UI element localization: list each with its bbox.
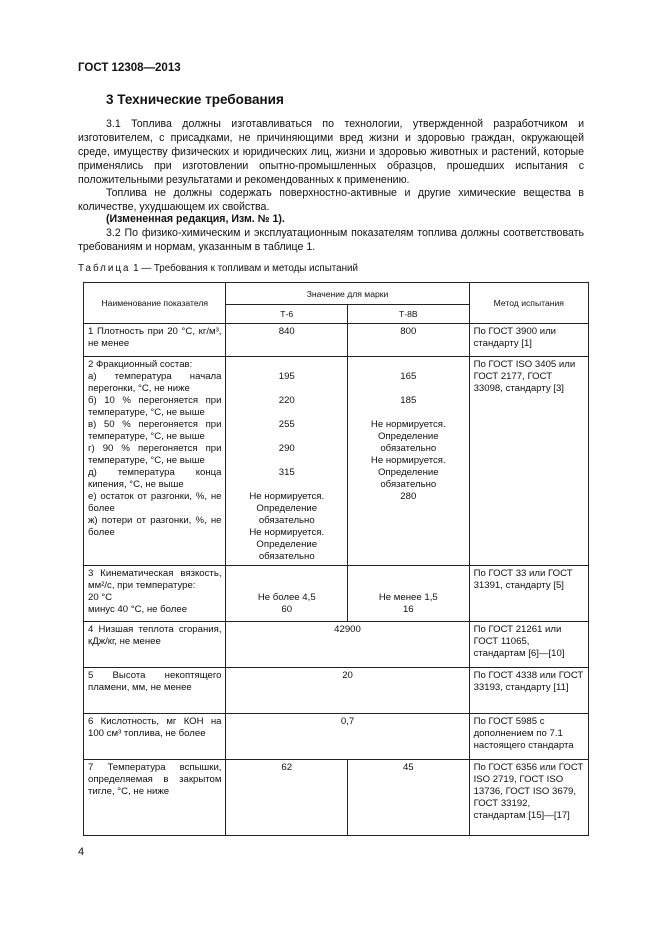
row5-value: 20 xyxy=(226,668,469,714)
paragraph-fuel-additives: Топлива не должны содержать поверхностно-активные и другие химические вещества в количестве, ухудшающем их свойства. xyxy=(78,187,584,213)
header-t6: Т-6 xyxy=(226,305,348,324)
row2-method: По ГОСТ ISO 3405 или ГОСТ 2177, ГОСТ 33098, стандарту [3] xyxy=(469,357,588,566)
requirements-table xyxy=(83,282,589,836)
row2-t8v: 165 185 Не нормируется. Определение обязательно Не нормируется. Определение обязательно 280 xyxy=(348,357,470,566)
row7-name: 7 Температура вспышки, определяемая в закрытом тигле, °С, не ниже xyxy=(84,760,226,836)
row5-method: По ГОСТ 4338 или ГОСТ 33193, стандарту [11] xyxy=(469,668,588,714)
row6-name: 6 Кислотность, мг КОН на 100 см³ топлива, не более xyxy=(84,714,226,760)
table-row xyxy=(84,622,589,668)
header-t8v: Т-8В xyxy=(348,305,470,324)
row2-name: 2 Фракционный состав: а) температура начала перегонки, °С, не ниже б) 10 % перегоняется при температуре, °С, не выше в) 50 % перегоняется при температуре, °С, не выше г) 90 % перегоняется при температуре, °С, не выше д) температура конца кипения, °С, не выше е) остаток от разгонки, %, не более ж) потери от разгонки, %, не более xyxy=(84,357,226,566)
row3-t6: Не более 4,5 60 xyxy=(226,566,348,622)
table-row xyxy=(84,714,589,760)
document-header: ГОСТ 12308—2013 xyxy=(78,62,181,74)
row1-name: 1 Плотность при 20 °С, кг/м³, не менее xyxy=(84,324,226,357)
table-row xyxy=(84,324,589,357)
row7-t6: 62 xyxy=(226,760,348,836)
row4-value: 42900 xyxy=(226,622,469,668)
row4-name: 4 Низшая теплота сгорания, кДж/кг, не менее xyxy=(84,622,226,668)
row7-method: По ГОСТ 6356 или ГОСТ ISO 2719, ГОСТ ISO 13736, ГОСТ ISO 3679, ГОСТ 33192, стандартам [15]—[17] xyxy=(469,760,588,836)
row1-method: По ГОСТ 3900 или стандарту [1] xyxy=(469,324,588,357)
row3-name: 3 Кинематическая вязкость, мм²/с, при температуре: 20 °С минус 40 °С, не более xyxy=(84,566,226,622)
table-caption-prefix: Таблица xyxy=(78,263,131,274)
page-number: 4 xyxy=(78,846,85,858)
section-title: 3 Технические требования xyxy=(106,92,284,107)
paragraph-3-1: 3.1 Топлива должны изготавливаться по технологии, утвержденной разработчиком и изготовителем, с присадками, не причиняющими вред жизни и здоровью граждан, окружающей среде, имуществу физических и юридических лиц, жизни и здоровью животных и растений, которые применялись при изготовлении опытно-промышленных образцов, прошедших испытания с положительными результатами и рекомендованных к применению. xyxy=(78,118,584,186)
table-caption xyxy=(78,263,358,274)
table-row xyxy=(84,357,589,566)
row5-name: 5 Высота некоптящего пламени, мм, не менее xyxy=(84,668,226,714)
row1-t8v: 800 xyxy=(348,324,470,357)
paragraph-amendment: (Измененная редакция, Изм. № 1). xyxy=(106,213,285,225)
header-value: Значение для марки xyxy=(226,283,469,305)
header-name: Наименование показателя xyxy=(84,283,226,324)
table-row xyxy=(84,760,589,836)
row1-t6: 840 xyxy=(226,324,348,357)
paragraph-3-2: 3.2 По физико-химическим и эксплуатационным показателям топлива должны соответствовать требованиям и нормам, указанным в таблице 1. xyxy=(78,227,584,253)
header-method: Метод испытания xyxy=(469,283,588,324)
row3-method: По ГОСТ 33 или ГОСТ 31391, стандарту [5] xyxy=(469,566,588,622)
row2-t6: 195 220 255 290 315 Не нормируется. Определение обязательно Не нормируется. Определение обязательно xyxy=(226,357,348,566)
row4-method: По ГОСТ 21261 или ГОСТ 11065, стандартам [6]—[10] xyxy=(469,622,588,668)
table-row xyxy=(84,668,589,714)
table-row xyxy=(84,566,589,622)
row6-method: По ГОСТ 5985 с дополнением по 7.1 настоящего стандарта xyxy=(469,714,588,760)
row3-t8v: Не менее 1,5 16 xyxy=(348,566,470,622)
table-caption-text: 1 — Требования к топливам и методы испытаний xyxy=(133,263,358,274)
row7-t8v: 45 xyxy=(348,760,470,836)
row6-value: 0,7 xyxy=(226,714,469,760)
